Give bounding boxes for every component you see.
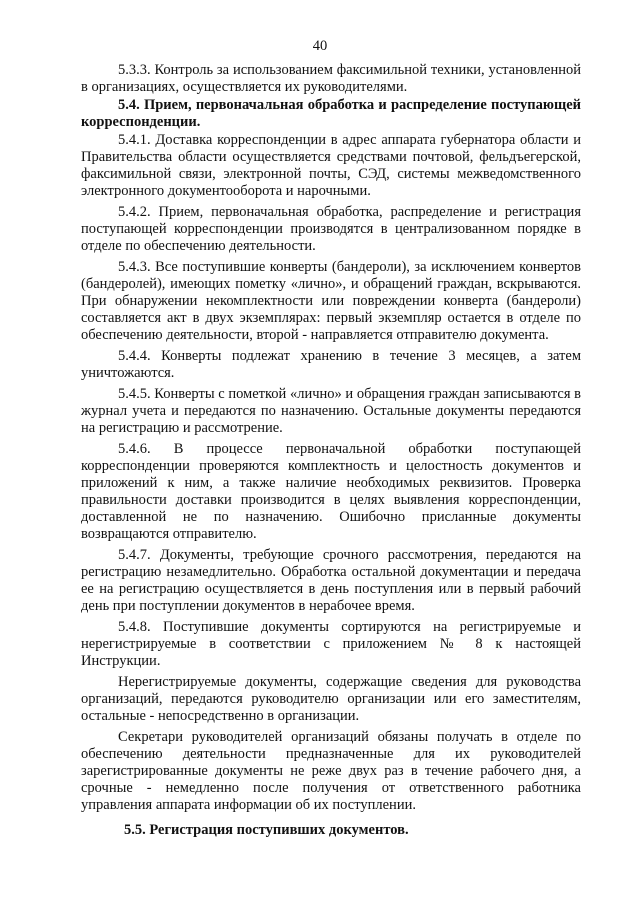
paragraph-5-4-5: 5.4.5. Конверты с пометкой «лично» и обращения граждан записываются в журнал учета и передаются по назначению. Остальные документы передаются на регистрацию и рассмотрение. [81, 386, 581, 436]
paragraph-5-4-1: 5.4.1. Доставка корреспонденции в адрес аппарата губернатора области и Правительства области осуществляется средствами почтовой, фельдъегерской, факсимильной связи, электронной почты, СЭД, системы межведомственного электронного документооборота и нарочными. [81, 132, 581, 199]
paragraph-secretaries: Секретари руководителей организаций обязаны получать в отделе по обеспечению деятельности предназначенные для их руководителей зарегистрированные документы не реже двух раз в течение рабочего дня, а срочные - немедленно после получения от ответственного работника управления аппарата информации об их поступлении. [81, 729, 581, 813]
paragraph-5-4-3: 5.4.3. Все поступившие конверты (бандероли), за исключением конвертов (бандеролей), имеющих пометку «лично», и обращений граждан, вскрываются. При обнаружении некомплектности или повреждении конверта (бандероли) составляется акт в двух экземплярах: первый экземпляр остается в отделе по обеспечению деятельности, второй - направляется отправителю документа. [81, 259, 581, 343]
paragraph-unregistered-documents: Нерегистрируемые документы, содержащие сведения для руководства организаций, передаются руководителю организации или его заместителям, остальные - непосредственно в организации. [81, 674, 581, 724]
paragraph-5-4-6: 5.4.6. В процессе первоначальной обработки поступающей корреспонденции проверяются комплектность и целостность документов и приложений к ним, а также наличие необходимых реквизитов. Проверка правильности доставки производится в целях выявления корреспонденции, доставленной не по назначению. Ошибочно присланные документы возвращаются отправителю. [81, 441, 581, 542]
section-heading-5-4: 5.4. Прием, первоначальная обработка и распределение поступающей корреспонденции. [81, 97, 581, 130]
section-heading-5-5: 5.5. Регистрация поступивших документов. [124, 822, 409, 838]
document-body [81, 62, 581, 839]
page-number: 40 [312, 38, 328, 54]
paragraph-5-3-3: 5.3.3. Контроль за использованием факсимильной техники, установленной в организациях, осуществляется их руководителями. [81, 62, 581, 95]
paragraph-5-4-2: 5.4.2. Прием, первоначальная обработка, распределение и регистрация поступающей корреспонденции производятся в централизованном порядке в отделе по обеспечению деятельности. [81, 204, 581, 254]
paragraph-5-4-4: 5.4.4. Конверты подлежат хранению в течение 3 месяцев, а затем уничтожаются. [81, 348, 581, 381]
paragraph-5-4-8: 5.4.8. Поступившие документы сортируются на регистрируемые и нерегистрируемые в соответствии с приложением № 8 к настоящей Инструкции. [81, 619, 581, 669]
paragraph-5-4-7: 5.4.7. Документы, требующие срочного рассмотрения, передаются на регистрацию незамедлительно. Обработка остальной документации и передача ее на регистрацию осуществляется в день поступления или в первый рабочий день при поступлении документов в нерабочее время. [81, 547, 581, 614]
